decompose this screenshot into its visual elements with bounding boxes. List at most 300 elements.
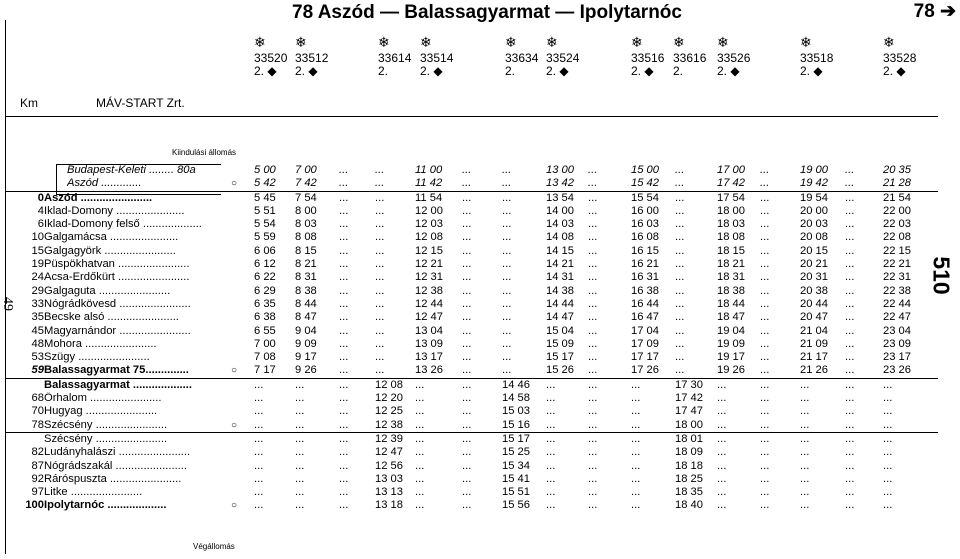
- time-cell: 14 58: [502, 392, 530, 405]
- train-class: 2.: [673, 64, 684, 78]
- time-cell: ...: [883, 499, 893, 512]
- time-cell: 8 03: [295, 218, 317, 231]
- time-cell: 17 26: [631, 364, 659, 377]
- time-cell: ...: [502, 351, 512, 364]
- time-cell: ...: [462, 378, 472, 391]
- time-cell: 22 47: [883, 311, 911, 324]
- time-cell: 12 21: [415, 258, 443, 271]
- time-cell: ...: [845, 164, 855, 176]
- time-cell: 18 00: [675, 418, 703, 431]
- time-cell: ...: [883, 486, 893, 499]
- time-cell: 8 00: [295, 204, 317, 217]
- time-cell: 18 47: [717, 311, 745, 324]
- train-header: [546, 36, 579, 78]
- time-cell: ...: [717, 499, 727, 512]
- time-cell: 12 39: [375, 432, 403, 445]
- time-cell: 12 56: [375, 459, 403, 472]
- time-cell: ...: [462, 337, 472, 350]
- time-cell: ...: [675, 191, 685, 204]
- time-cell: 14 08: [546, 231, 574, 244]
- table-row: [5, 405, 938, 418]
- time-cell: ...: [339, 392, 349, 405]
- train-number: 33528: [883, 51, 917, 65]
- time-cell: 15 54: [631, 191, 659, 204]
- time-cell: ...: [254, 486, 264, 499]
- time-cell: ...: [760, 191, 770, 204]
- station-name: Balassagyarmat 75..............: [44, 364, 189, 377]
- time-cell: ...: [375, 244, 385, 257]
- time-cell: ...: [375, 351, 385, 364]
- time-cell: 13 09: [415, 337, 443, 350]
- km-cell: 92: [31, 472, 44, 485]
- time-cell: ...: [339, 486, 349, 499]
- time-cell: 5 54: [254, 218, 276, 231]
- table-row: [5, 245, 938, 258]
- time-cell: ...: [883, 472, 893, 485]
- time-cell: 20 38: [800, 284, 828, 297]
- time-cell: 18 25: [675, 472, 703, 485]
- time-cell: ...: [760, 405, 770, 418]
- time-cell: 16 15: [631, 244, 659, 257]
- time-cell: 15 51: [502, 486, 530, 499]
- time-cell: ...: [845, 231, 855, 244]
- station-name: Magyarnándor .......................: [44, 324, 191, 337]
- time-cell: 8 15: [295, 244, 317, 257]
- time-cell: 20 47: [800, 311, 828, 324]
- time-cell: ...: [760, 231, 770, 244]
- time-cell: 12 08: [415, 231, 443, 244]
- time-cell: ...: [588, 231, 598, 244]
- time-cell: 12 20: [375, 392, 403, 405]
- time-cell: 8 47: [295, 311, 317, 324]
- time-cell: ...: [339, 459, 349, 472]
- station-name: Nógrádkövesd .......................: [44, 297, 191, 310]
- time-cell: ...: [254, 459, 264, 472]
- station-name: Püspökhatvan .......................: [44, 258, 190, 271]
- time-cell: ...: [588, 218, 598, 231]
- time-cell: ...: [588, 418, 598, 431]
- table-row: [5, 486, 938, 499]
- time-cell: 16 47: [631, 311, 659, 324]
- time-cell: ...: [254, 499, 264, 512]
- time-cell: ...: [462, 231, 472, 244]
- snowflake-icon: ❄: [295, 34, 307, 50]
- km-cell: 78: [31, 418, 44, 431]
- time-cell: 17 42: [717, 177, 745, 190]
- time-cell: 17 47: [675, 405, 703, 418]
- station-name: Aszód .............: [67, 177, 142, 190]
- station-name: Szécsény .......................: [44, 418, 168, 431]
- time-cell: 15 25: [502, 446, 530, 459]
- table-row: [5, 298, 938, 311]
- time-cell: ...: [800, 378, 810, 391]
- table-row: [5, 419, 938, 432]
- time-cell: ...: [295, 446, 305, 459]
- time-cell: 11 54: [415, 191, 443, 204]
- time-cell: ...: [845, 378, 855, 391]
- time-cell: ...: [675, 164, 685, 176]
- time-cell: ...: [375, 231, 385, 244]
- line-tag: 78 ➔: [913, 1, 956, 22]
- km-header: Km: [20, 96, 38, 110]
- time-cell: 9 04: [295, 324, 317, 337]
- time-cell: 17 09: [631, 337, 659, 350]
- time-cell: 18 00: [717, 204, 745, 217]
- time-cell: ...: [588, 351, 598, 364]
- time-cell: 12 38: [415, 284, 443, 297]
- time-cell: 15 16: [502, 418, 530, 431]
- time-cell: ...: [631, 472, 641, 485]
- side-number: 510: [928, 256, 955, 295]
- time-cell: 16 03: [631, 218, 659, 231]
- station-name: Őrhalom .......................: [44, 392, 162, 405]
- train-header: [505, 36, 538, 78]
- km-cell: 82: [31, 446, 44, 459]
- km-cell: 15: [31, 244, 44, 257]
- time-cell: ...: [502, 311, 512, 324]
- time-cell: ...: [339, 418, 349, 431]
- station-name: Acsa-Erdőkürt .......................: [44, 271, 190, 284]
- train-number: 33614: [378, 51, 412, 65]
- time-cell: ...: [800, 499, 810, 512]
- time-cell: ...: [845, 284, 855, 297]
- time-cell: ...: [717, 405, 727, 418]
- time-cell: ...: [339, 311, 349, 324]
- time-cell: ...: [760, 499, 770, 512]
- station-name: Hugyag .......................: [44, 405, 158, 418]
- time-cell: 5 51: [254, 204, 276, 217]
- time-cell: ...: [845, 218, 855, 231]
- time-cell: ...: [339, 472, 349, 485]
- time-cell: ...: [631, 405, 641, 418]
- time-cell: 22 03: [883, 218, 911, 231]
- table-row: [5, 392, 938, 405]
- time-cell: ...: [631, 432, 641, 445]
- time-cell: 19 26: [717, 364, 745, 377]
- time-cell: 16 21: [631, 258, 659, 271]
- time-cell: 12 47: [375, 446, 403, 459]
- time-cell: ...: [415, 432, 425, 445]
- time-cell: ...: [588, 284, 598, 297]
- time-cell: ...: [415, 459, 425, 472]
- time-cell: 20 44: [800, 297, 828, 310]
- time-cell: ...: [588, 432, 598, 445]
- time-cell: ...: [588, 297, 598, 310]
- time-cell: ...: [254, 418, 264, 431]
- km-cell: 6: [37, 218, 44, 231]
- time-cell: ...: [339, 191, 349, 204]
- time-cell: ...: [339, 337, 349, 350]
- connection-marker-icon: ○: [231, 500, 238, 512]
- km-cell: 97: [31, 486, 44, 499]
- time-cell: 23 09: [883, 337, 911, 350]
- time-cell: 14 00: [546, 204, 574, 217]
- time-cell: 14 31: [546, 271, 574, 284]
- train-number: 33634: [505, 51, 539, 65]
- time-cell: ...: [845, 297, 855, 310]
- time-cell: ...: [760, 446, 770, 459]
- time-cell: 6 38: [254, 311, 276, 324]
- table-row: [5, 364, 938, 377]
- table-row: [5, 338, 938, 351]
- time-cell: ...: [845, 244, 855, 257]
- time-cell: ...: [546, 459, 556, 472]
- time-cell: ...: [546, 432, 556, 445]
- time-cell: 15 17: [502, 432, 530, 445]
- time-cell: ...: [502, 364, 512, 377]
- station-name: Aszód .......................: [44, 191, 153, 204]
- time-cell: ...: [295, 378, 305, 391]
- station-name: Szécsény .......................: [44, 432, 168, 445]
- train-number: 33526: [717, 51, 751, 65]
- time-cell: 13 17: [415, 351, 443, 364]
- time-cell: ...: [717, 486, 727, 499]
- time-cell: ...: [588, 271, 598, 284]
- time-cell: 8 44: [295, 297, 317, 310]
- time-cell: 14 46: [502, 378, 530, 391]
- table-row: [5, 285, 938, 298]
- time-cell: 14 21: [546, 258, 574, 271]
- time-cell: ...: [546, 499, 556, 512]
- time-cell: ...: [375, 191, 385, 204]
- table-row: [5, 205, 938, 218]
- time-cell: ...: [845, 351, 855, 364]
- time-cell: 16 38: [631, 284, 659, 297]
- time-cell: 13 26: [415, 364, 443, 377]
- station-name: Becske alsó .......................: [44, 311, 179, 324]
- station-name: Ráróspuszta .......................: [44, 472, 182, 485]
- time-cell: ...: [339, 177, 349, 190]
- train-class: 2. ◆: [631, 64, 654, 78]
- table-row: [5, 351, 938, 364]
- time-cell: 21 28: [883, 177, 911, 190]
- time-cell: 15 09: [546, 337, 574, 350]
- time-cell: 6 06: [254, 244, 276, 257]
- train-class: 2. ◆: [295, 64, 318, 78]
- time-cell: ...: [415, 472, 425, 485]
- time-cell: ...: [502, 204, 512, 217]
- time-cell: 12 31: [415, 271, 443, 284]
- time-cell: 17 42: [675, 392, 703, 405]
- time-cell: ...: [462, 177, 472, 190]
- table-row: [5, 473, 938, 486]
- table-row: [5, 164, 938, 177]
- time-cell: ...: [254, 378, 264, 391]
- time-cell: ...: [502, 271, 512, 284]
- time-cell: ...: [845, 446, 855, 459]
- time-cell: ...: [717, 432, 727, 445]
- time-cell: 15 42: [631, 177, 659, 190]
- time-cell: ...: [760, 392, 770, 405]
- time-cell: ...: [462, 499, 472, 512]
- table-row: [5, 432, 938, 446]
- time-cell: 21 09: [800, 337, 828, 350]
- time-cell: ...: [295, 472, 305, 485]
- time-cell: 18 03: [717, 218, 745, 231]
- train-class: 2.: [378, 64, 389, 78]
- station-name: Iklad-Domony felső ...................: [44, 218, 202, 231]
- time-cell: 12 25: [375, 405, 403, 418]
- time-cell: 7 54: [295, 191, 317, 204]
- station-name: Ludányhalászi .......................: [44, 446, 191, 459]
- time-cell: ...: [760, 258, 770, 271]
- time-cell: ...: [717, 472, 727, 485]
- time-cell: ...: [588, 244, 598, 257]
- time-cell: ...: [375, 364, 385, 377]
- time-cell: 18 01: [675, 432, 703, 445]
- time-cell: ...: [845, 499, 855, 512]
- time-cell: ...: [883, 418, 893, 431]
- table-row: [5, 231, 938, 244]
- time-cell: 12 03: [415, 218, 443, 231]
- train-number: 33616: [673, 51, 707, 65]
- snowflake-icon: ❄: [883, 34, 895, 50]
- time-cell: 17 30: [675, 378, 703, 391]
- time-cell: 17 17: [631, 351, 659, 364]
- time-cell: ...: [760, 337, 770, 350]
- snowflake-icon: ❄: [673, 34, 685, 50]
- time-cell: ...: [462, 392, 472, 405]
- snowflake-icon: ❄: [420, 34, 432, 50]
- time-cell: ...: [675, 284, 685, 297]
- time-cell: 18 40: [675, 499, 703, 512]
- time-cell: ...: [295, 392, 305, 405]
- time-cell: ...: [845, 311, 855, 324]
- time-cell: ...: [588, 472, 598, 485]
- departure-station-label: Kiindulási állomás: [172, 148, 237, 157]
- time-cell: ...: [546, 405, 556, 418]
- time-cell: ...: [717, 378, 727, 391]
- time-cell: ...: [415, 378, 425, 391]
- time-cell: 12 08: [375, 378, 403, 391]
- time-cell: ...: [502, 284, 512, 297]
- train-header: [717, 36, 750, 78]
- time-cell: 16 31: [631, 271, 659, 284]
- time-cell: ...: [588, 364, 598, 377]
- time-cell: ...: [462, 258, 472, 271]
- time-cell: 14 38: [546, 284, 574, 297]
- train-header: [254, 36, 287, 78]
- time-cell: ...: [760, 177, 770, 190]
- time-cell: 20 00: [800, 204, 828, 217]
- km-cell: 87: [31, 459, 44, 472]
- time-cell: ...: [588, 378, 598, 391]
- train-header: [378, 36, 411, 78]
- time-cell: 19 17: [717, 351, 745, 364]
- time-cell: ...: [462, 418, 472, 431]
- time-cell: ...: [845, 472, 855, 485]
- time-cell: ...: [588, 446, 598, 459]
- time-cell: 18 21: [717, 258, 745, 271]
- time-cell: 17 04: [631, 324, 659, 337]
- time-cell: ...: [845, 392, 855, 405]
- time-cell: ...: [588, 459, 598, 472]
- time-cell: ...: [760, 378, 770, 391]
- time-cell: ...: [883, 432, 893, 445]
- time-cell: ...: [760, 472, 770, 485]
- time-cell: ...: [845, 418, 855, 431]
- time-cell: ...: [339, 499, 349, 512]
- time-cell: 9 26: [295, 364, 317, 377]
- km-cell: 100: [25, 499, 44, 512]
- time-cell: ...: [883, 405, 893, 418]
- station-name: Galgaguta .......................: [44, 284, 171, 297]
- km-cell: 35: [31, 311, 44, 324]
- table-row: [5, 378, 938, 392]
- time-cell: ...: [502, 258, 512, 271]
- train-class: 2.: [505, 64, 516, 78]
- time-cell: ...: [883, 446, 893, 459]
- snowflake-icon: ❄: [254, 34, 266, 50]
- time-cell: ...: [339, 271, 349, 284]
- km-cell: 29: [31, 284, 44, 297]
- time-cell: ...: [462, 405, 472, 418]
- time-cell: 22 15: [883, 244, 911, 257]
- table-row: [5, 177, 938, 190]
- time-cell: ...: [588, 164, 598, 176]
- time-cell: 23 04: [883, 324, 911, 337]
- time-cell: ...: [339, 164, 349, 176]
- train-number: 33514: [420, 51, 454, 65]
- time-cell: ...: [588, 311, 598, 324]
- table-row: [5, 446, 938, 459]
- station-name: Nógrádszakál .......................: [44, 459, 188, 472]
- time-cell: ...: [295, 432, 305, 445]
- time-cell: ...: [675, 218, 685, 231]
- time-cell: ...: [631, 392, 641, 405]
- time-cell: 15 34: [502, 459, 530, 472]
- time-cell: 7 00: [295, 164, 317, 176]
- time-cell: ...: [760, 218, 770, 231]
- time-cell: ...: [462, 284, 472, 297]
- time-cell: ...: [462, 244, 472, 257]
- page-title: 78 Aszód — Balassagyarmat — Ipolytarnóc: [292, 2, 682, 23]
- time-cell: ...: [760, 311, 770, 324]
- time-cell: ...: [883, 459, 893, 472]
- time-cell: ...: [502, 177, 512, 190]
- time-cell: ...: [845, 204, 855, 217]
- time-cell: 15 03: [502, 405, 530, 418]
- time-cell: ...: [588, 191, 598, 204]
- time-cell: 18 15: [717, 244, 745, 257]
- time-cell: ...: [462, 446, 472, 459]
- time-cell: ...: [717, 459, 727, 472]
- station-name: Szügy .......................: [44, 351, 150, 364]
- time-cell: 22 44: [883, 297, 911, 310]
- time-cell: ...: [588, 177, 598, 190]
- time-cell: ...: [462, 432, 472, 445]
- time-cell: ...: [295, 459, 305, 472]
- km-cell: 70: [31, 405, 44, 418]
- time-cell: ...: [675, 204, 685, 217]
- time-cell: 22 31: [883, 271, 911, 284]
- time-cell: ...: [845, 364, 855, 377]
- time-cell: 7 00: [254, 337, 276, 350]
- train-class: 2. ◆: [420, 64, 443, 78]
- time-cell: 17 54: [717, 191, 745, 204]
- time-cell: 12 38: [375, 418, 403, 431]
- km-cell: 59: [31, 364, 44, 377]
- table-row: [5, 325, 938, 338]
- time-cell: ...: [502, 191, 512, 204]
- time-cell: ...: [760, 164, 770, 176]
- time-cell: ...: [845, 486, 855, 499]
- time-cell: ...: [675, 311, 685, 324]
- time-cell: ...: [845, 459, 855, 472]
- time-cell: ...: [760, 364, 770, 377]
- train-header: [295, 36, 328, 78]
- time-cell: 8 21: [295, 258, 317, 271]
